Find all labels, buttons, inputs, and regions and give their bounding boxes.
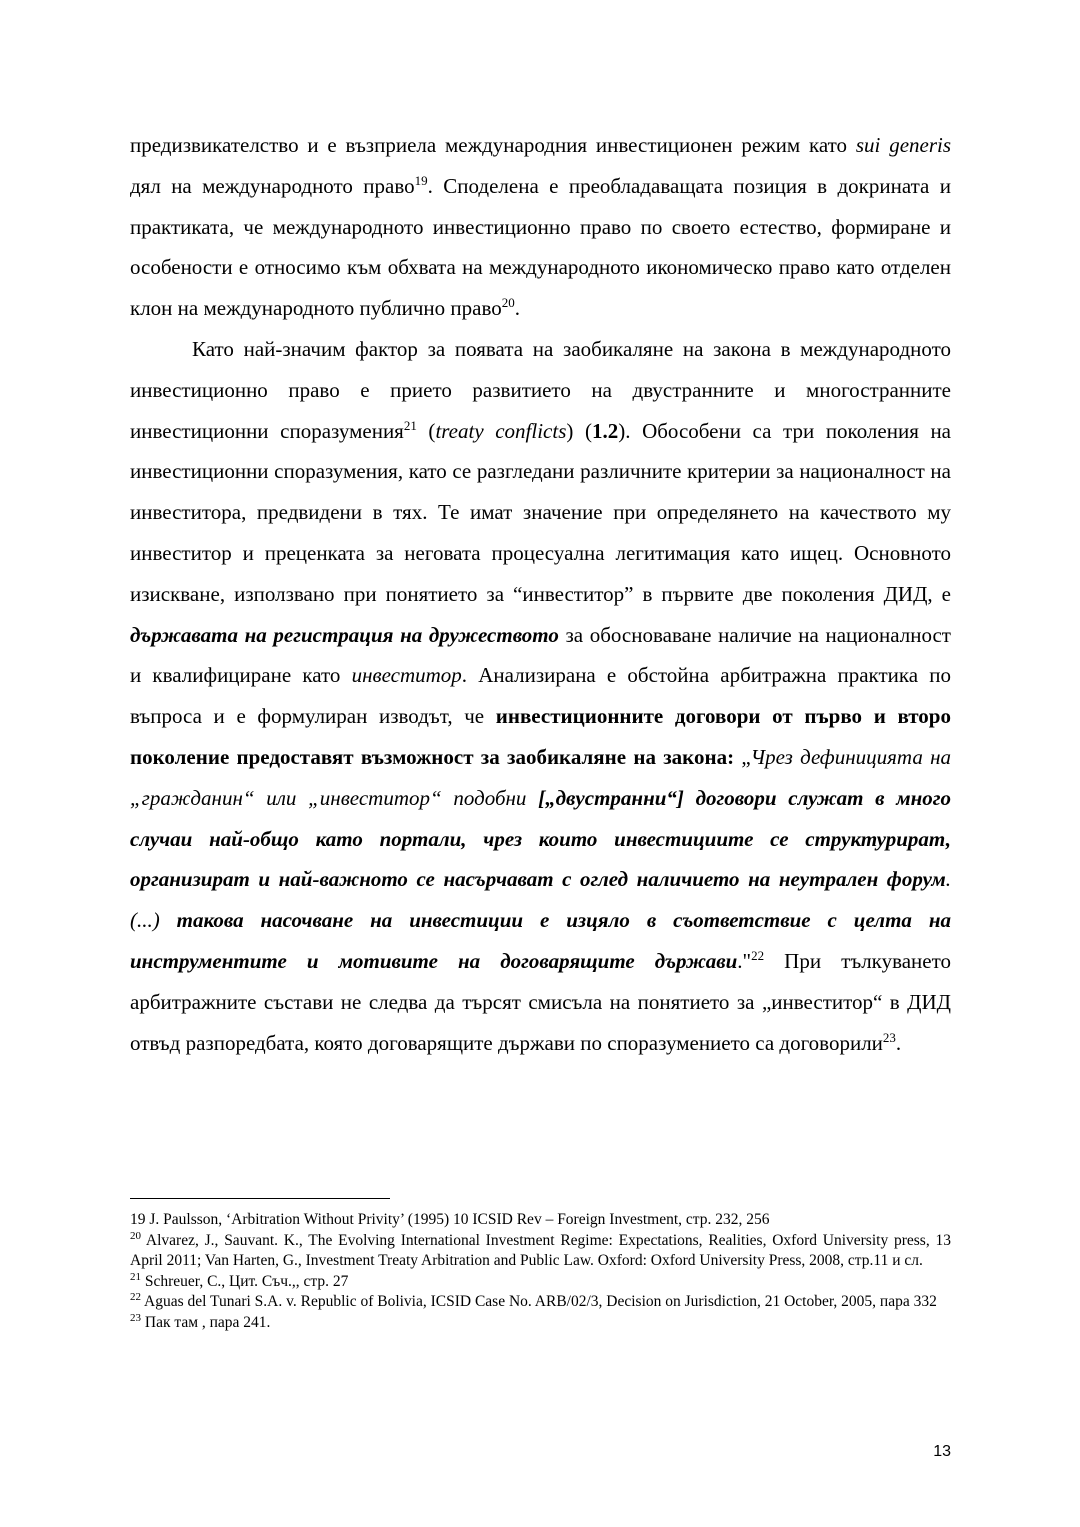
footnote-text: Пак там , пара 241. [141,1313,271,1331]
italic-quote: Чрез дефиницията на „гражданин“ или „инвеститор“ подобни [130,744,951,810]
footnote-text: Schreuer, C., Цит. Съч.,, стр. 27 [141,1272,349,1290]
footnote-mark: 22 [130,1291,141,1304]
paragraph-2 [130,329,951,1063]
footnote-22 [130,1292,951,1313]
text-run: ( [416,418,436,443]
text-run: . Анализирана е обстойна арбитражна практика по въпроса и е формулиран изводът, че [130,663,951,729]
footnote-23 [130,1313,951,1334]
footnote-20 [130,1231,951,1272]
footnote-mark: 23 [130,1311,141,1324]
body-text [130,125,951,1063]
footnotes [130,1210,951,1334]
italic-term: sui generis [855,133,952,157]
bold-italic-quote: [„двустранни“] договори служат в много случаи най-общо като портали, чрез които инвестициите се структурират, организират и най-важното се насърчават с оглед наличието на неутрален форум [130,785,951,892]
text-run: ) ( [566,418,592,443]
footnote-ref-23[interactable]: 23 [882,1029,896,1045]
text-run: предизвикателство и е възприела международния инвестиционен режим като [130,133,856,157]
italic-term: инвеститор [351,663,462,688]
footnote-21 [130,1272,951,1293]
text-run: за обосноваване наличие на националност и квалифициране като [130,622,951,688]
section-reference: 1.2 [591,418,619,443]
text-run: дял на международното право [130,173,415,198]
paragraph-1 [130,125,951,329]
footnote-text: Alvarez, J., Sauvant. K., The Evolving International Investment Regime: Expectations, Realities, Oxford University press, 13 April 2011; Van Harten, G., Investment Treaty Arbitration and Public Law. Oxford: Oxford University Press, 2008, стр.11 и сл. [130,1231,951,1270]
text-run: При тълкуването арбитражните състави не следва да търсят смисъла на понятието за „инвеститор“ в ДИД отвъд разпоредбата, която договарящите държави по споразумението са договорили [130,948,951,1055]
footnote-text: Aguas del Tunari S.A. v. Republic of Bolivia, ICSID Case No. ARB/02/3, Decision on Jurisdiction, 21 October, 2005, пара 332 [141,1293,937,1311]
footnote-ref-19[interactable]: 19 [414,172,428,188]
text-run: ). Обособени са три поколения на инвестиционни споразумения, като се разгледани различните критерии за националност на инвеститора, предвидени в тях. Те имат значение при определянето на качеството му инвеститор и преценката за неговата процесуална легитимация като ищец. Основното изискване, използвано при понятието за “инвеститор” в първите две поколения ДИД, е [130,418,951,606]
page-number: 13 [933,1443,951,1460]
bold-conclusion: инвестиционните договори от първо и второ поколение предоставят възможност за заобикаляне на закона: [130,704,951,769]
text-run: Като най-значим фактор за появата на заобикаляне на закона в международното инвестиционно право е прието развитието на двустранните и многостранните инвестиционни споразумения [130,336,951,443]
footnote-mark: 21 [130,1270,141,1283]
text-run: . [895,1030,902,1055]
footnote-mark: 20 [130,1229,141,1242]
footnote-text: 19 J. Paulsson, ‘Arbitration Without Privity’ (1995) 10 ICSID Rev – Foreign Investment, стр. 232, 256 [130,1211,770,1228]
italic-quote: . (...) [130,867,951,933]
bold-italic-emphasis: държавата на регистрация на дружеството [130,622,559,647]
footnote-19 [130,1210,951,1231]
text-run: ." [737,948,752,973]
footnote-ref-21[interactable]: 21 [403,417,417,433]
text-run: . Споделена е преобладаващата позиция в докрината и практиката, че международното инвестиционно право по своето естество, формиране и особености е относимо към обхвата на международното икономическо право като отделен клон на международното публично право [130,173,951,321]
footnote-ref-22[interactable]: 22 [751,947,765,963]
text-run: „ [734,744,751,769]
footnote-separator [130,1198,390,1199]
italic-term: treaty conflicts [435,418,567,443]
bold-italic-quote: такова насочване на инвестиции е изцяло в съответствие с целта на инструментите и мотивите на договарящите държави [130,908,951,973]
text-run: . [514,296,521,321]
footnote-ref-20[interactable]: 20 [501,295,515,311]
